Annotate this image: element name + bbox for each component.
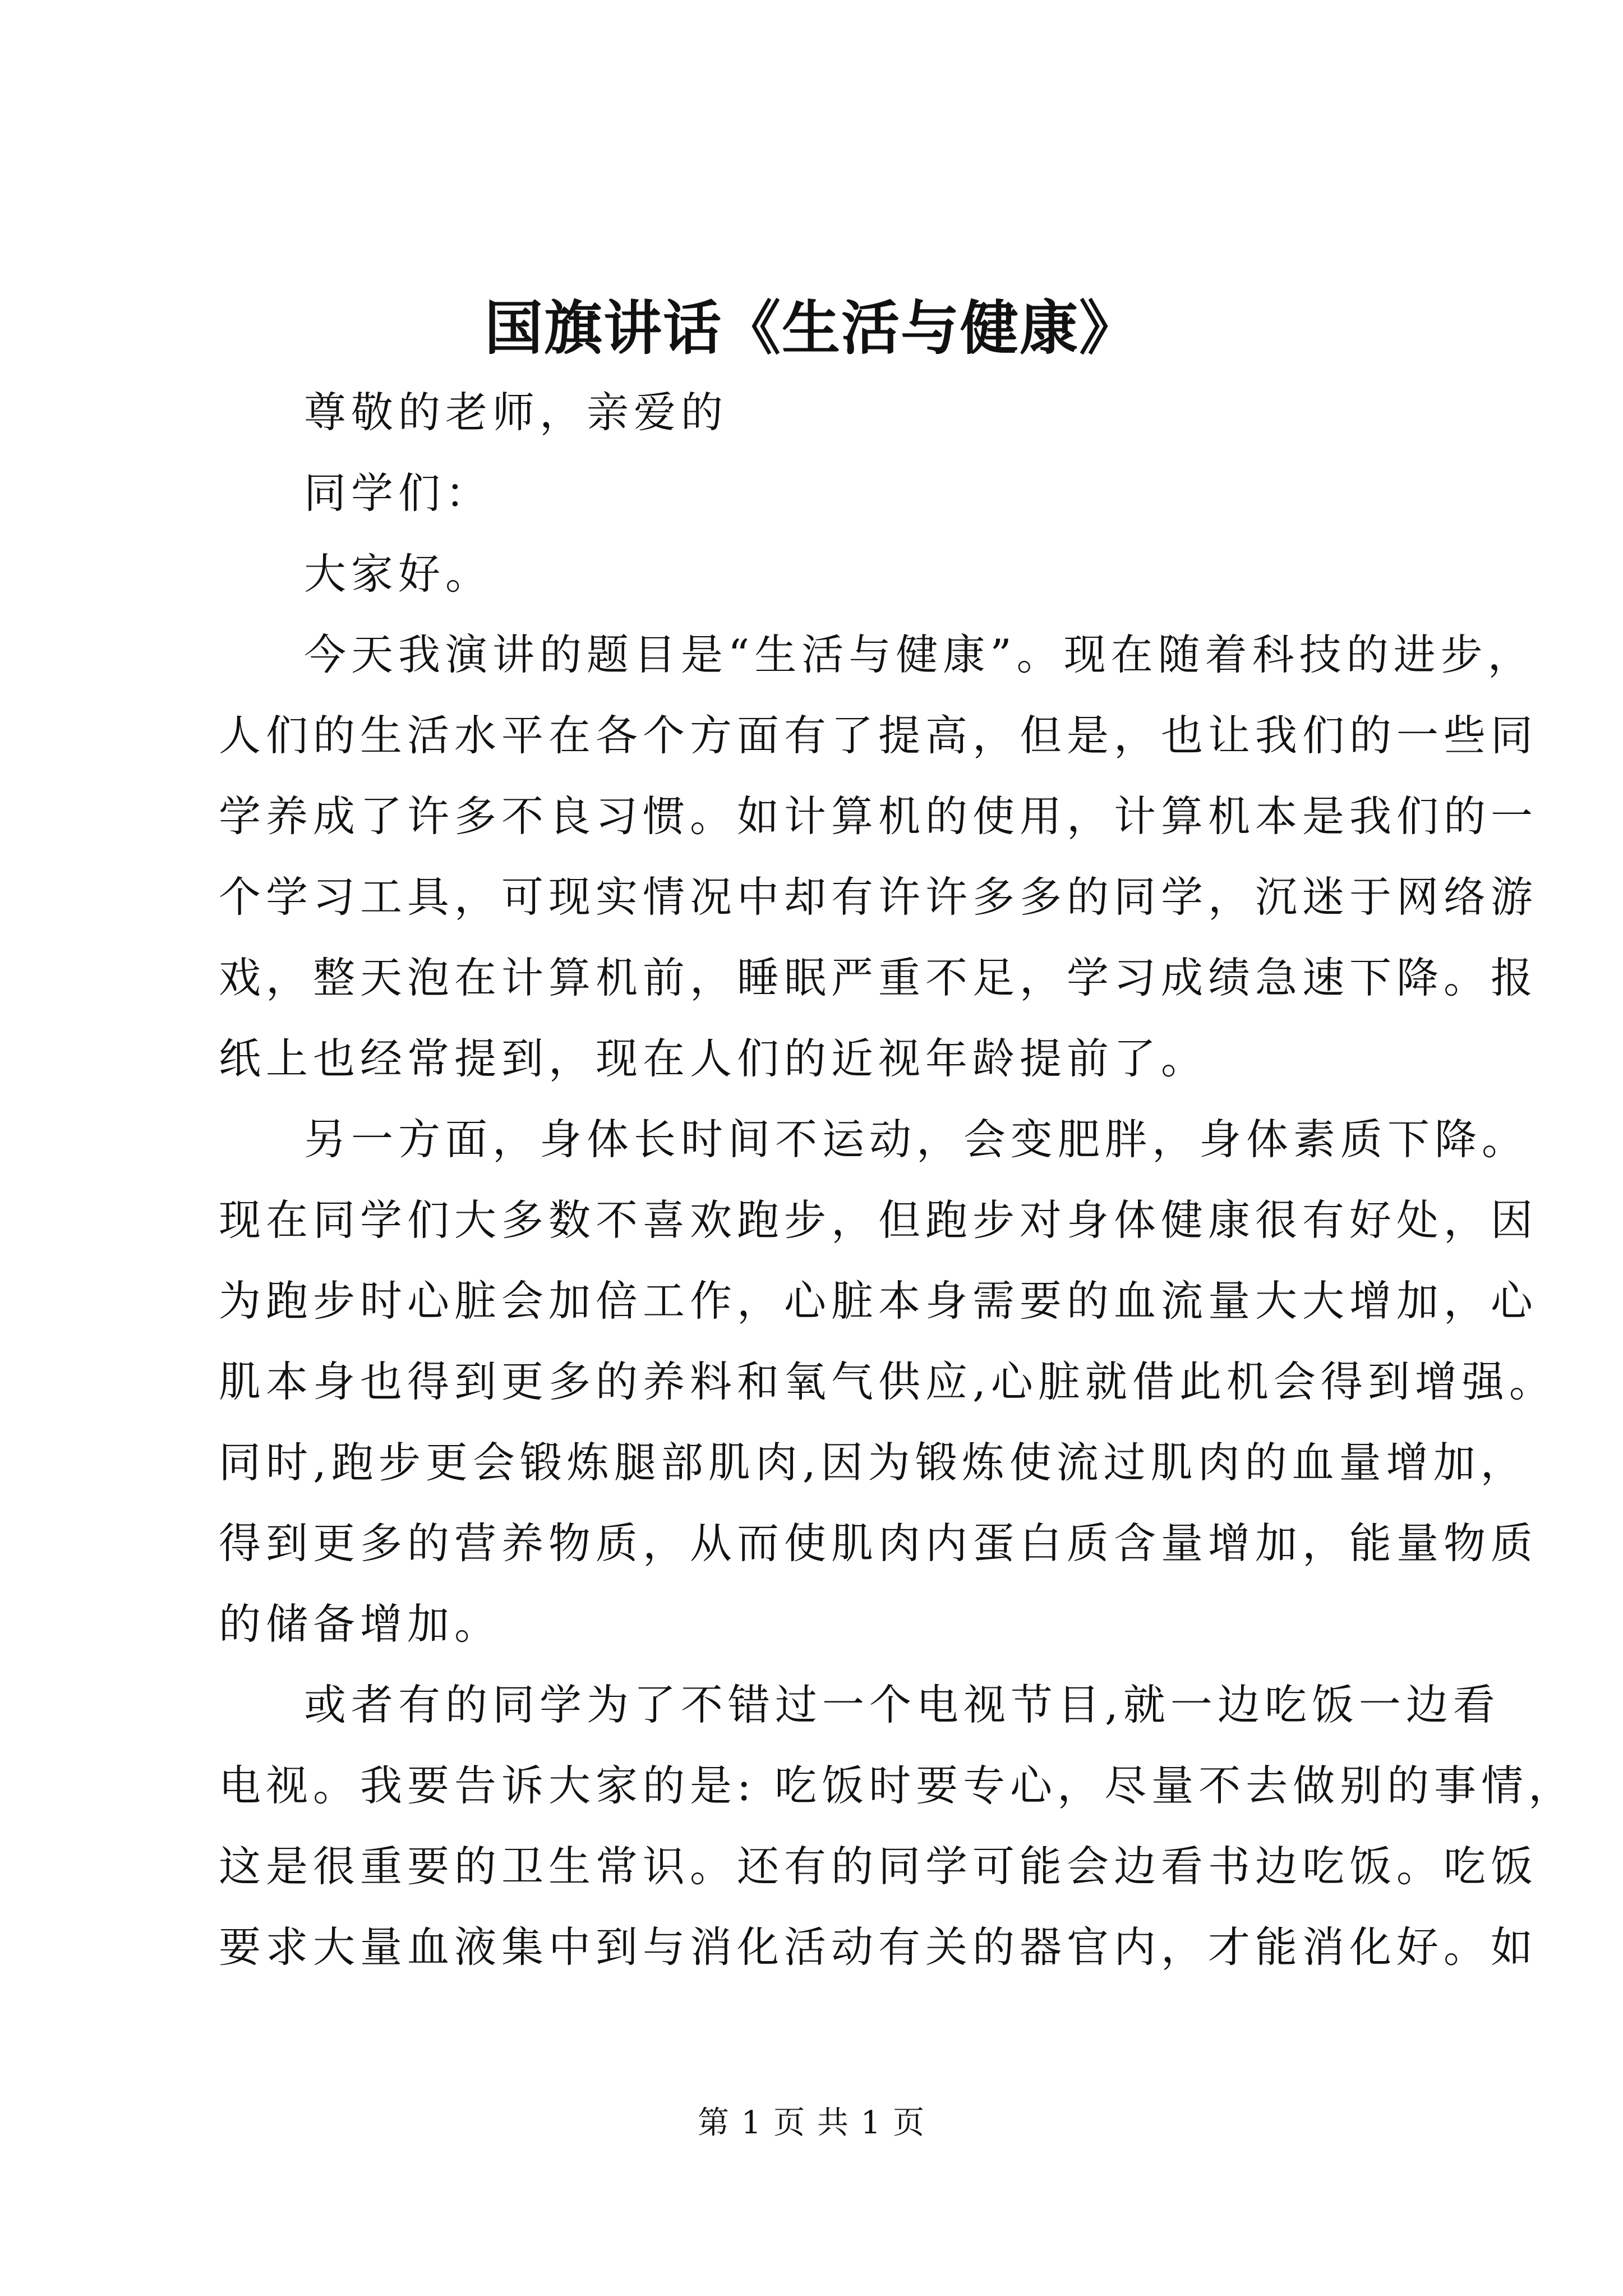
text-line: 同时,跑步更会锻炼腿部肌肉,因为锻炼使流过肌肉的血量增加， — [219, 1438, 1528, 1487]
text-line: 个学习工具，可现实情况中却有许许多多的同学，沉迷于网络游 — [219, 872, 1538, 922]
text-line: 这是很重要的卫生常识。还有的同学可能会边看书边吃饭。吃饭 — [219, 1842, 1538, 1891]
text-line: 另一方面，身体长时间不运动，会变肥胖，身体素质下降。 — [304, 1115, 1529, 1164]
text-line: 得到更多的营养物质，从而使肌肉内蛋白质含量增加，能量物质 — [219, 1519, 1538, 1568]
text-line: 纸上也经常提到，现在人们的近视年龄提前了。 — [219, 1034, 1209, 1083]
text-line: 或者有的同学为了不错过一个电视节目,就一边吃饭一边看 — [304, 1680, 1500, 1729]
text-line: 今天我演讲的题目是“生活与健康”。现在随着科技的进步， — [304, 630, 1535, 679]
page-footer: 第 1 页 共 1 页 — [697, 2105, 926, 2141]
text-line: 学养成了许多不良习惯。如计算机的使用，计算机本是我们的一 — [219, 792, 1538, 841]
text-line: 要求大量血液集中到与消化活动有关的器官内，才能消化好。如 — [219, 1922, 1538, 1972]
text-line: 电视。我要告诉大家的是: 吃饭时要专心，尽量不去做别的事情， — [219, 1761, 1576, 1810]
text-line: 肌本身也得到更多的养料和氧气供应,心脏就借此机会得到增强。 — [219, 1357, 1556, 1406]
text-line: 为跑步时心脏会加倍工作，心脏本身需要的血流量大大增加，心 — [219, 1276, 1538, 1326]
text-line: 大家好。 — [304, 549, 493, 599]
text-line: 尊敬的老师，亲爱的 — [304, 388, 728, 437]
document-title: 国旗讲话《生活与健康》 — [484, 293, 1138, 362]
text-line: 同学们： — [304, 468, 493, 518]
text-line: 的储备增加。 — [219, 1599, 502, 1649]
text-line: 人们的生活水平在各个方面有了提高，但是，也让我们的一些同 — [219, 711, 1538, 760]
text-line: 现在同学们大多数不喜欢跑步，但跑步对身体健康很有好处，因 — [219, 1195, 1538, 1245]
text-line: 戏，整天泡在计算机前，睡眠严重不足，学习成绩急速下降。报 — [219, 953, 1538, 1002]
